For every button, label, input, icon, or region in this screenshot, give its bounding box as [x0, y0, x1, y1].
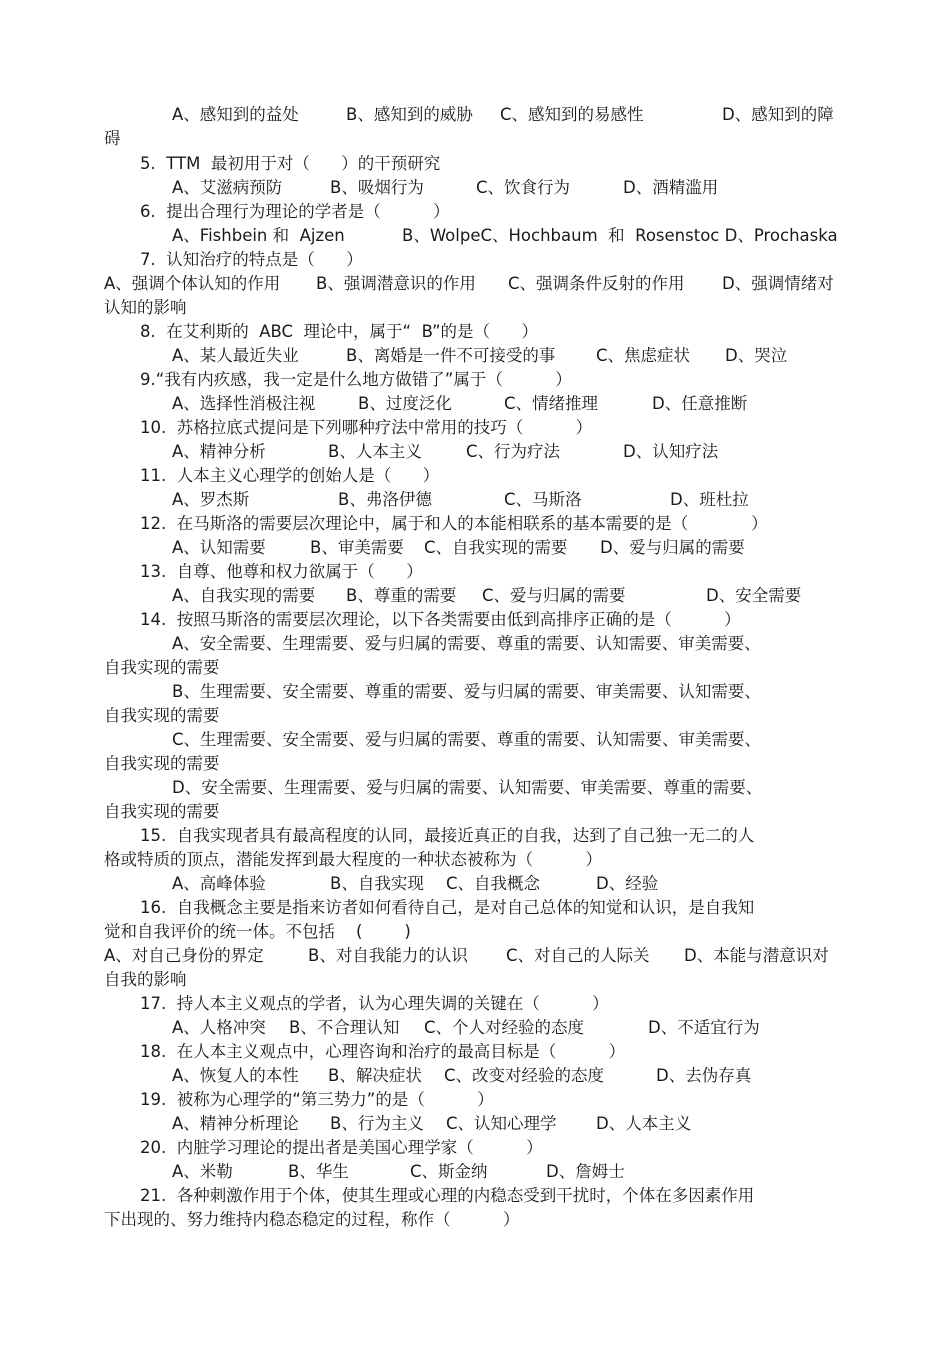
option-text: B、不合理认知 [289, 1018, 400, 1037]
option-text: C、强调条件反射的作用 [508, 274, 685, 293]
option-text: A、高峰体验 [172, 874, 266, 893]
line-text: 碍 [104, 129, 121, 148]
option-text: B、弗洛伊德 [338, 490, 432, 509]
line-text: B、生理需要、安全需要、尊重的需要、爱与归属的需要、审美需要、认知需要、 [172, 682, 761, 701]
option-text: D、班杜拉 [670, 490, 749, 509]
line-text: 10. 苏格拉底式提问是下列哪种疗法中常用的技巧（ ） [140, 418, 593, 437]
option-text: B、解决症状 [328, 1066, 422, 1085]
option-text: C、饮食行为 [476, 178, 571, 197]
option-text: B、尊重的需要 [346, 586, 457, 605]
option-text: A、精神分析理论 [172, 1114, 299, 1133]
option-text: D、认知疗法 [623, 442, 719, 461]
option-text: A、罗杰斯 [172, 490, 250, 509]
option-text: C、认知心理学 [446, 1114, 557, 1133]
line-text: 自我实现的需要 [104, 754, 220, 773]
option-text: B、对自我能力的认识 [308, 946, 468, 965]
line-text: 8. 在艾利斯的 ABC 理论中，属于“ B”的是（ ） [140, 322, 539, 341]
option-text: D、詹姆士 [546, 1162, 625, 1181]
line-text: 16. 自我概念主要是指来访者如何看待自己，是对自己总体的知觉和认识，是自我知 [140, 898, 755, 917]
option-text: C、对自己的人际关 [506, 946, 650, 965]
option-text: A、自我实现的需要 [172, 586, 316, 605]
line-text: 6. 提出合理行为理论的学者是（ ） [140, 202, 450, 221]
option-text: D、本能与潜意识对 [684, 946, 829, 965]
option-text: A、人格冲突 [172, 1018, 266, 1037]
option-text: A、认知需要 [172, 538, 266, 557]
option-text: B、吸烟行为 [330, 178, 424, 197]
line-text: 5. TTM 最初用于对（ ）的干预研究 [140, 154, 441, 173]
option-text: C、马斯洛 [504, 490, 582, 509]
line-text: 自我的影响 [104, 970, 187, 989]
option-text: A、恢复人的本性 [172, 1066, 299, 1085]
line-text: 觉和自我评价的统一体。不包括 ( ) [104, 922, 411, 941]
option-text: C、焦虑症状 [596, 346, 691, 365]
option-text: B、WolpeC、Hochbaum 和 Rosenstoc D、Prochaska [402, 226, 838, 245]
option-text: D、不适宜行为 [648, 1018, 760, 1037]
line-text: 自我实现的需要 [104, 802, 220, 821]
line-text: 自我实现的需要 [104, 706, 220, 725]
line-text: 13. 自尊、他尊和权力欲属于（ ） [140, 562, 423, 581]
option-text: A、米勒 [172, 1162, 233, 1181]
line-text: 18. 在人本主义观点中，心理咨询和治疗的最高目标是（ ） [140, 1042, 626, 1061]
line-text: C、生理需要、安全需要、爱与归属的需要、尊重的需要、认知需要、审美需要、 [172, 730, 762, 749]
line-text: 20. 内脏学习理论的提出者是美国心理学家（ ） [140, 1138, 543, 1157]
option-text: D、哭泣 [725, 346, 788, 365]
option-text: D、人本主义 [596, 1114, 692, 1133]
option-text: D、强调情绪对 [722, 274, 834, 293]
line-text: 下出现的、努力维持内稳态稳定的过程，称作（ ） [104, 1210, 520, 1229]
option-text: A、艾滋病预防 [172, 178, 283, 197]
option-text: D、爱与归属的需要 [600, 538, 745, 557]
option-text: A、某人最近失业 [172, 346, 299, 365]
option-text: B、离婚是一件不可接受的事 [346, 346, 556, 365]
option-text: C、爱与归属的需要 [482, 586, 626, 605]
option-text: D、去伪存真 [656, 1066, 752, 1085]
line-text: 认知的影响 [104, 298, 187, 317]
option-text: D、经验 [596, 874, 659, 893]
line-text: 自我实现的需要 [104, 658, 220, 677]
option-text: A、感知到的益处 [172, 105, 299, 124]
option-text: D、酒精滥用 [623, 178, 719, 197]
line-text: 21. 各种刺激作用于个体，使其生理或心理的内稳态受到干扰时，个体在多因素作用 [140, 1186, 755, 1205]
option-text: B、人本主义 [328, 442, 422, 461]
line-text: 12. 在马斯洛的需要层次理论中，属于和人的本能相联系的基本需要的是（ ） [140, 514, 768, 533]
option-text: B、自我实现 [330, 874, 424, 893]
option-text: A、精神分析 [172, 442, 266, 461]
option-text: B、强调潜意识的作用 [316, 274, 476, 293]
option-text: D、任意推断 [652, 394, 748, 413]
option-text: B、审美需要 [310, 538, 404, 557]
line-text: D、安全需要、生理需要、爱与归属的需要、认知需要、审美需要、尊重的需要、 [172, 778, 763, 797]
option-text: D、安全需要 [706, 586, 802, 605]
option-text: A、Fishbein 和 Ajzen [172, 226, 345, 245]
option-text: B、华生 [288, 1162, 349, 1181]
option-text: C、情绪推理 [504, 394, 599, 413]
line-text: 14. 按照马斯洛的需要层次理论，以下各类需要由低到高排序正确的是（ ） [140, 610, 741, 629]
line-text: 15. 自我实现者具有最高程度的认同，最接近真正的自我，达到了自己独一无二的人 [140, 826, 755, 845]
line-text: 17. 持人本主义观点的学者，认为心理失调的关键在（ ） [140, 994, 609, 1013]
option-text: C、斯金纳 [410, 1162, 488, 1181]
option-text: C、行为疗法 [466, 442, 561, 461]
option-text: B、行为主义 [330, 1114, 424, 1133]
option-text: C、改变对经验的态度 [444, 1066, 605, 1085]
option-text: C、自我概念 [446, 874, 541, 893]
line-text: 7. 认知治疗的特点是（ ） [140, 250, 363, 269]
option-text: C、个人对经验的态度 [424, 1018, 585, 1037]
option-text: A、对自己身份的界定 [104, 946, 264, 965]
line-text: 19. 被称为心理学的“第三势力”的是（ ） [140, 1090, 494, 1109]
line-text: A、安全需要、生理需要、爱与归属的需要、尊重的需要、认知需要、审美需要、 [172, 634, 761, 653]
option-text: D、感知到的障 [722, 105, 834, 124]
option-text: B、过度泛化 [358, 394, 452, 413]
option-text: A、强调个体认知的作用 [104, 274, 281, 293]
option-text: A、选择性消极注视 [172, 394, 316, 413]
option-text: C、自我实现的需要 [424, 538, 568, 557]
line-text: 9.“我有内疚感，我一定是什么地方做错了”属于（ ） [140, 370, 572, 389]
option-text: C、感知到的易感性 [500, 105, 644, 124]
line-text: 11. 人本主义心理学的创始人是（ ） [140, 466, 440, 485]
line-text: 格或特质的顶点，潜能发挥到最大程度的一种状态被称为（ ） [104, 850, 602, 869]
option-text: B、感知到的威胁 [346, 105, 473, 124]
